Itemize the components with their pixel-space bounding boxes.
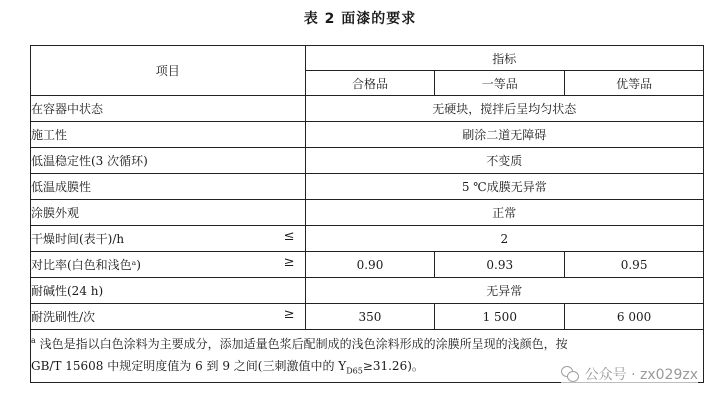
- merged-value: 5 ℃成膜无异常: [305, 174, 703, 200]
- footnote-line2-end: ≥31.26)。: [362, 359, 424, 373]
- merged-value: 正常: [305, 200, 703, 226]
- grade-value: 1 500: [435, 304, 565, 330]
- item-text: 施工性: [31, 128, 68, 142]
- row-item-label: [31, 96, 306, 122]
- header-grade-qualified: 合格品: [305, 71, 435, 96]
- requirements-table: [30, 45, 704, 383]
- footnote-subscript: D65: [346, 366, 363, 376]
- row-item-label: [31, 226, 306, 252]
- item-text: 耐洗刷性/次: [31, 310, 96, 324]
- merged-value: 刷涂二道无障碍: [305, 122, 703, 148]
- row-item-label: [31, 304, 306, 330]
- item-text: 干燥时间(表干)/h: [31, 232, 125, 246]
- grade-value: 350: [305, 304, 435, 330]
- table-row: [31, 96, 704, 122]
- item-text: 低温稳定性(3 次循环): [31, 154, 148, 168]
- footnote-line2: GB/T 15608 中规定明度值为 6 到 9 之间(三刺激值中的 Y: [31, 359, 347, 373]
- header-grade-first: 一等品: [435, 71, 565, 96]
- table-body: [31, 96, 704, 330]
- table-row: [31, 252, 704, 278]
- table-title: 表 2 面漆的要求: [303, 11, 417, 27]
- comparison-symbol: ≥: [283, 307, 295, 322]
- footnote-line1: 浅色是指以白色涂料为主要成分，添加适量色浆后配制成的浅色涂料形成的涂膜所呈现的浅颜色，按: [39, 337, 568, 351]
- table-row: [31, 122, 704, 148]
- row-item-label: [31, 148, 306, 174]
- header-indicator: 指标: [305, 46, 703, 71]
- merged-value: 无异常: [305, 278, 703, 304]
- comparison-symbol: ≤: [283, 229, 295, 244]
- table-row: [31, 226, 704, 252]
- item-text: 对比率(白色和浅色ᵃ): [31, 258, 141, 272]
- comparison-symbol: ≥: [283, 255, 295, 270]
- footnote-marker: a: [31, 336, 36, 345]
- item-text: 在容器中状态: [31, 102, 104, 116]
- table-row: [31, 200, 704, 226]
- grade-value: 0.95: [565, 252, 704, 278]
- grade-value: 6 000: [565, 304, 704, 330]
- item-text: 耐碱性(24 h): [31, 284, 104, 298]
- watermark-text: 公众号 · zx029zx: [584, 367, 698, 383]
- table-row: [31, 148, 704, 174]
- row-item-label: [31, 200, 306, 226]
- header-grade-superior: 优等品: [565, 71, 704, 96]
- row-item-label: [31, 174, 306, 200]
- table-row: [31, 278, 704, 304]
- merged-value: 不变质: [305, 148, 703, 174]
- row-item-label: [31, 122, 306, 148]
- row-item-label: [31, 252, 306, 278]
- table-row: [31, 174, 704, 200]
- merged-value: 2: [305, 226, 703, 252]
- row-item-label: [31, 278, 306, 304]
- table-row: [31, 304, 704, 330]
- watermark: [561, 364, 698, 384]
- header-item: 项目: [31, 46, 306, 96]
- grade-value: 0.93: [435, 252, 565, 278]
- grade-value: 0.90: [305, 252, 435, 278]
- item-text: 低温成膜性: [31, 180, 92, 194]
- wechat-icon: [561, 366, 579, 382]
- item-text: 涂膜外观: [31, 206, 80, 220]
- merged-value: 无硬块，搅拌后呈均匀状态: [305, 96, 703, 122]
